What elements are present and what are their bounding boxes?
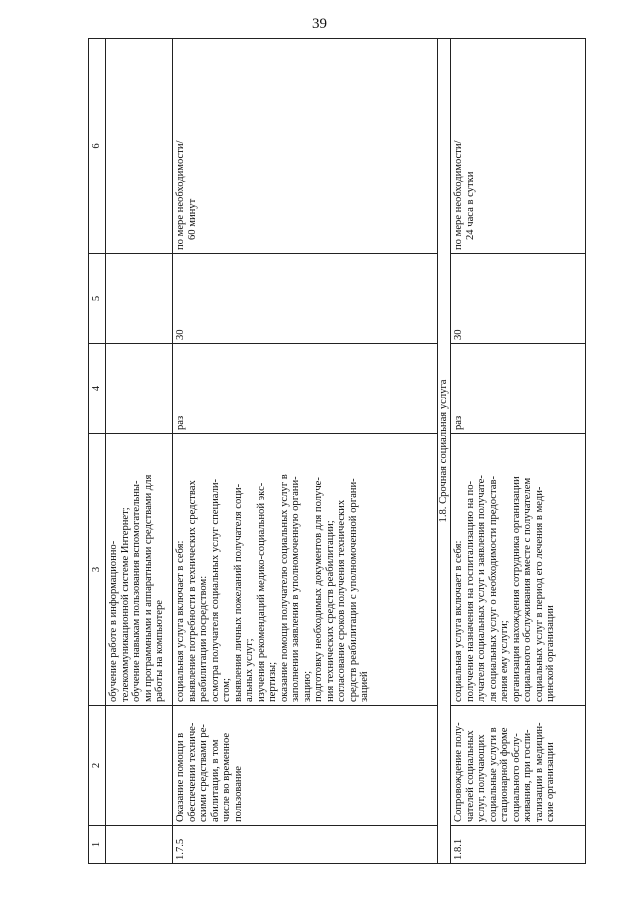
count-cell: 30 — [451, 254, 586, 344]
desc-line: цинской организации — [545, 605, 556, 702]
unit-cell: раз — [173, 344, 438, 434]
header-cell-4: 4 — [89, 344, 106, 434]
desc-line: ля социальных услуг о необходимости предостав- — [487, 476, 499, 702]
service-name-line: социальные услуги в — [487, 727, 499, 822]
cont-unit-cell — [106, 344, 173, 434]
service-name-line: Оказание помощи в — [175, 732, 186, 822]
service-name-line: живания, при госпи- — [522, 729, 533, 822]
desc-line: зацию; — [301, 670, 313, 702]
cont-num-cell — [106, 826, 173, 864]
section-row — [438, 39, 451, 864]
service-name-line: абилитации, в том — [209, 739, 221, 822]
service-name — [173, 706, 438, 826]
header-cell-6: 6 — [89, 39, 106, 254]
freq-line: по мере необходимости/ — [175, 140, 186, 250]
service-name-line: чателей социальных — [464, 730, 476, 822]
service-description — [451, 434, 586, 706]
desc-line: лучателя социальных услуг и заявления получате- — [476, 475, 487, 702]
desc-line: социальных услуг в период его лечения в меди- — [533, 486, 545, 702]
header-cell-3: 3 — [89, 434, 106, 706]
desc-line: ления ему услуги; — [499, 620, 510, 702]
header-cell-2: 2 — [89, 706, 106, 826]
freq-line: по мере необходимости/ — [453, 140, 464, 250]
desc-line: средств реабилитации с уполномоченной органи- — [347, 478, 359, 702]
desc-line: выявление потребности в технических средствах — [186, 480, 198, 702]
cont-text-line: обучение навыкам пользования вспомогательны- — [131, 480, 142, 702]
desc-line: осмотра получателя социальных услуг специали- — [209, 478, 221, 702]
cont-name-cell — [106, 706, 173, 826]
desc-line: стом; — [221, 678, 232, 702]
row-number: 1.7.5 — [173, 826, 438, 864]
frequency-cell — [173, 39, 438, 254]
cont-count-cell — [106, 254, 173, 344]
cont-text-cell — [106, 434, 173, 706]
rotated-table-container — [88, 39, 593, 864]
service-name-line: стационарной форме — [499, 727, 510, 822]
desc-line: согласование сроков получения технических — [336, 499, 347, 702]
freq-line: 24 часа в сутки — [464, 171, 476, 240]
service-name-line: тализации в медицин- — [533, 722, 545, 822]
header-cell-1: 1 — [89, 826, 106, 864]
table-row-1-7-5 — [173, 39, 438, 864]
unit-cell: раз — [451, 344, 586, 434]
desc-line: социального обслуживания вместе с получателем — [522, 477, 533, 702]
desc-line: заполнении заявления в уполномоченную органи- — [290, 476, 301, 702]
count-cell: 30 — [173, 254, 438, 344]
service-name-line: скими средствами ре- — [198, 724, 209, 822]
desc-line: зацией — [359, 671, 370, 702]
row-number: 1.8.1 — [451, 826, 586, 864]
table-row-1-8-1 — [451, 39, 586, 864]
desc-line: альных услуг; — [244, 638, 255, 702]
service-name-line: ские организации — [545, 742, 556, 822]
desc-line: изучения рекомендаций медико-социальной экс- — [255, 482, 267, 702]
service-description — [173, 434, 438, 706]
desc-line: социальная услуга включает в себя: — [453, 540, 464, 702]
frequency-cell — [451, 39, 586, 254]
section-title: 1.8. Срочная социальная услуга — [438, 39, 451, 864]
services-table — [88, 38, 586, 864]
desc-line: социальная услуга включает в себя: — [175, 540, 186, 702]
desc-line: выявления личных пожеланий получателя соци- — [232, 483, 244, 702]
service-name-line: Сопровождение полу- — [453, 722, 464, 822]
header-row — [89, 39, 106, 864]
cont-text-line: телекоммуникационной системе Интернет; — [119, 507, 131, 702]
service-name — [451, 706, 586, 826]
service-name-line: услуг, получающих — [476, 734, 487, 822]
desc-line: ния технических средств реабилитации; — [324, 520, 336, 702]
service-name-line: пользование — [232, 766, 244, 822]
cont-freq-cell — [106, 39, 173, 254]
desc-line: пертизы; — [267, 661, 278, 702]
page-number: 39 — [312, 16, 327, 32]
desc-line: получение назначения на госпитализацию на по- — [464, 480, 476, 702]
desc-line: организация нахождения сотрудника организации — [510, 476, 522, 702]
cont-text-line: ми программными и аппаратными средствами для — [142, 474, 154, 702]
freq-line: 60 минут — [186, 198, 198, 240]
desc-line: подготовку необходимых документов для получе- — [313, 477, 324, 702]
table-row-continuation — [106, 39, 173, 864]
service-name-line: обеспечении техниче- — [186, 722, 198, 822]
desc-line: оказание помощи получателю социальных услуг в — [278, 474, 290, 702]
cont-text-line: обучение работе в информационно- — [108, 540, 119, 702]
header-cell-5: 5 — [89, 254, 106, 344]
service-name-line: социального обслу- — [510, 733, 522, 822]
cont-text-line: работы на компьютере — [154, 600, 165, 702]
desc-line: реабилитации посредством: — [198, 575, 209, 702]
service-name-line: числе во временное — [221, 732, 232, 822]
